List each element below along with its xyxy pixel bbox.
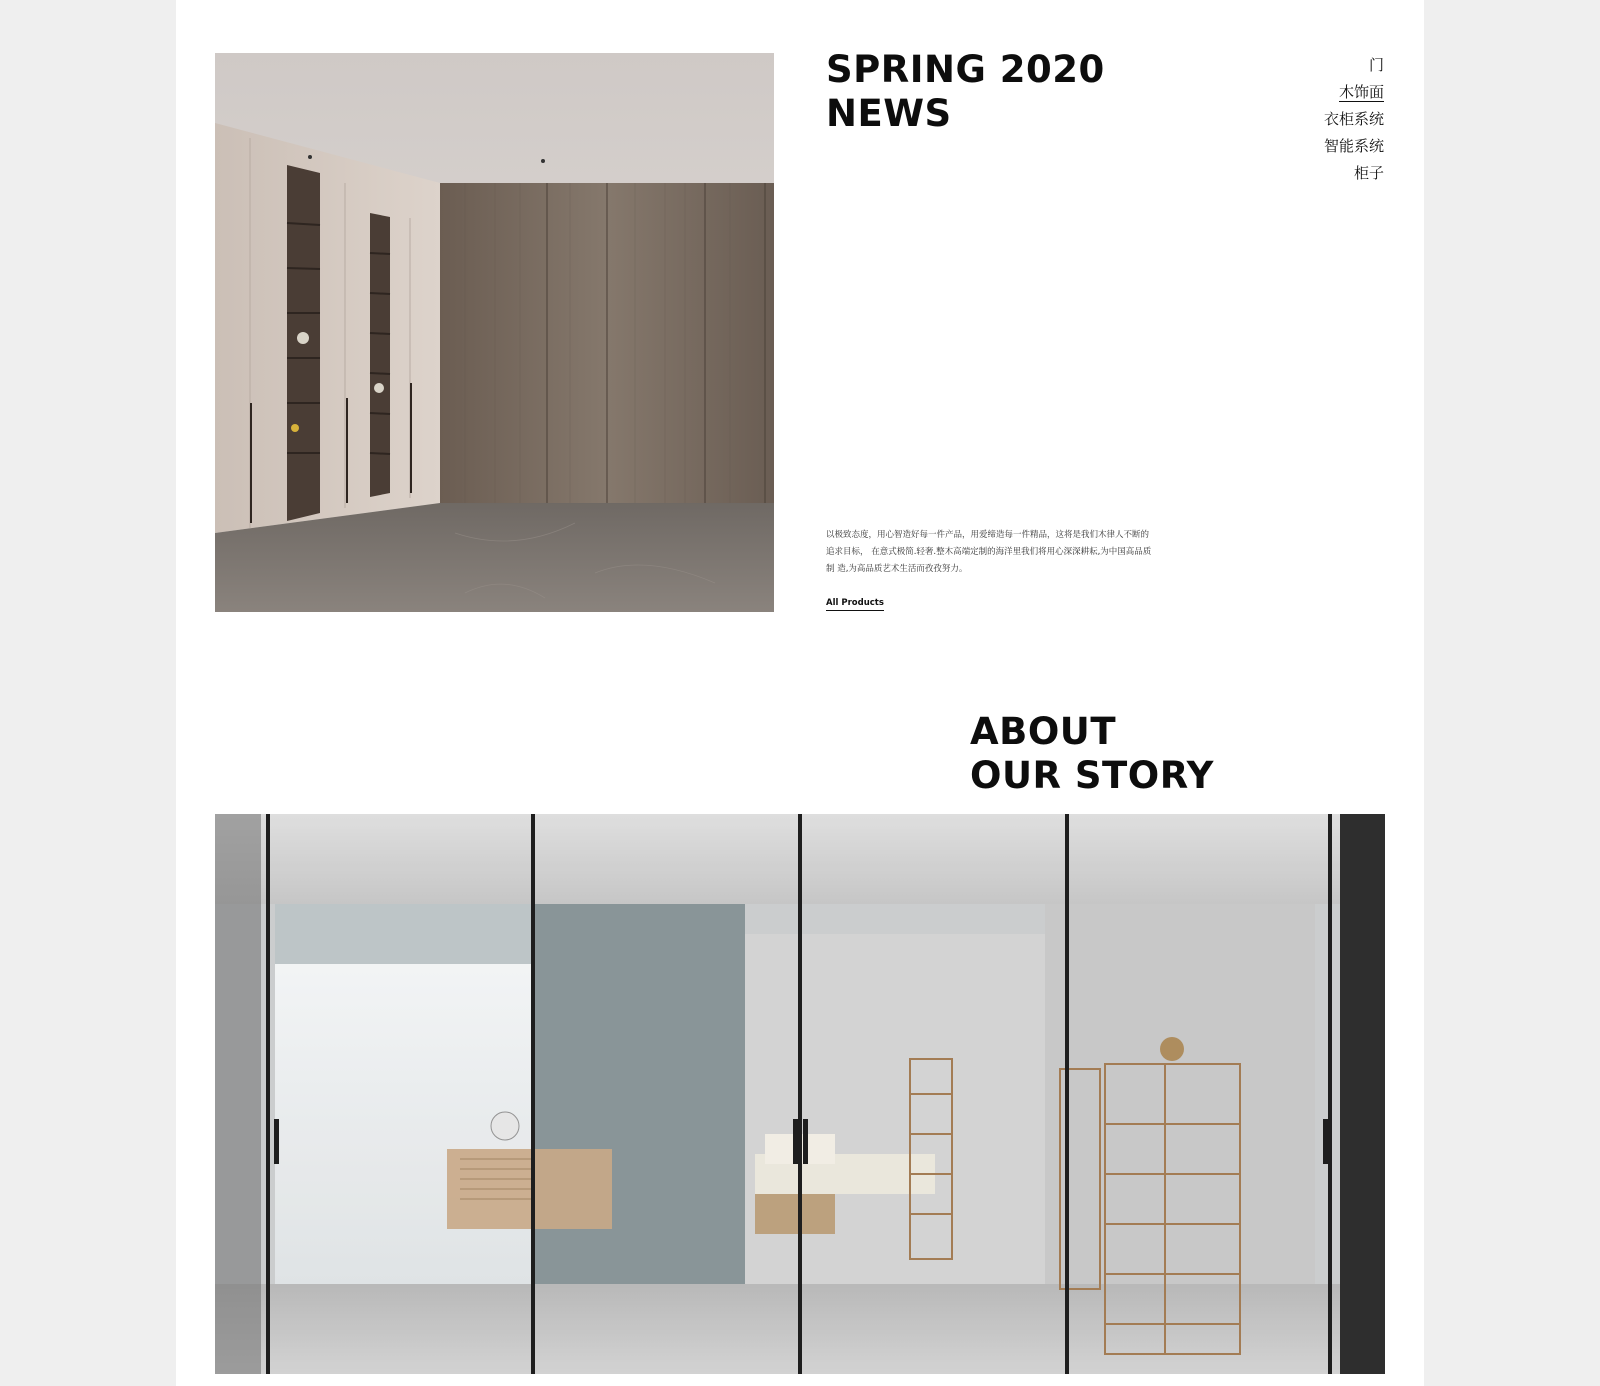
- category-item-wood-veneer[interactable]: [1324, 79, 1384, 106]
- all-products-link[interactable]: All Products: [826, 598, 884, 611]
- category-item-label: 木饰面: [1338, 83, 1384, 101]
- news-headline-line2: NEWS: [826, 92, 952, 135]
- about-headline: [970, 710, 1214, 798]
- page-content: [176, 0, 1424, 1386]
- category-item-label: 柜子: [1353, 164, 1384, 182]
- category-item-label: 衣柜系统: [1323, 110, 1384, 128]
- category-item-wardrobe-system[interactable]: [1324, 106, 1384, 133]
- category-item-label: 智能系统: [1323, 137, 1384, 155]
- news-intro-text: 以极致态度，用心智造好每一件产品，用爱缔造每一件精品，这将是我们木律人不断的追求目标， 在意式极简.轻奢.整木高端定制的海洋里我们将用心深深耕耘,为中国高品质制 造,为高品质艺术生活而孜孜努力。: [826, 530, 1152, 574]
- category-item-door[interactable]: [1324, 52, 1384, 79]
- wardrobe-room-image: [215, 53, 774, 612]
- category-item-label: 门: [1368, 56, 1384, 74]
- about-headline-line1: ABOUT: [970, 710, 1117, 753]
- news-headline: [826, 48, 1105, 136]
- about-headline-line2: OUR STORY: [970, 754, 1214, 797]
- category-nav: [1324, 52, 1384, 187]
- category-item-cabinet[interactable]: [1324, 160, 1384, 187]
- category-item-smart-system[interactable]: [1324, 133, 1384, 160]
- glass-door-room-image: [215, 814, 1385, 1374]
- news-headline-line1: SPRING 2020: [826, 48, 1105, 91]
